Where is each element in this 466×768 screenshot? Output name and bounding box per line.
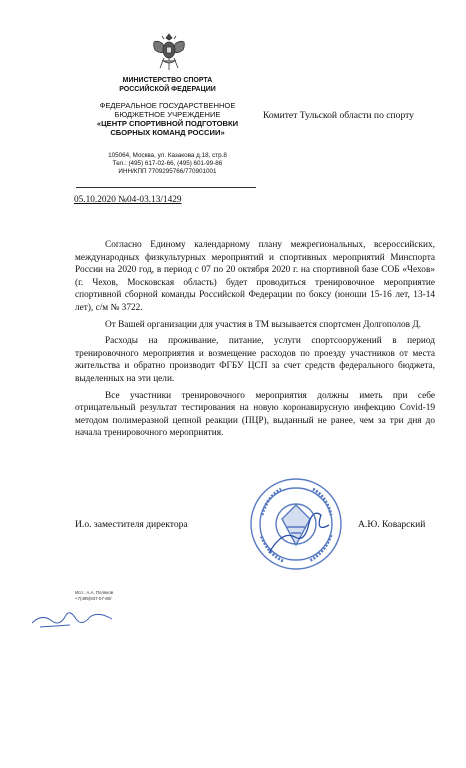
org-line: СБОРНЫХ КОМАНД РОССИИ» <box>110 128 225 137</box>
ministry-line: МИНИСТЕРСТВО СПОРТА <box>122 77 213 84</box>
organization-name <box>80 101 255 137</box>
header-divider <box>76 187 256 188</box>
signatory-name: А.Ю. Коварский <box>358 519 426 530</box>
signatory-position: И.о. заместителя директора <box>75 519 188 530</box>
phone-line: Тел.: (495) 617-02-66, (495) 601-99-86 <box>112 159 223 167</box>
paragraph: Расходы на проживание, питание, услуги спортсооружений в период тренировочного мероприятия и возмещение расходов по проезду участников от места жительства и обратно производит ФГБУ ЦСП за счет средств федерального бюджета, выделенных на эти цели. <box>75 336 435 384</box>
handwritten-mark-icon <box>30 605 115 633</box>
document-reference: 05.10.2020 №04-03.13/1429 <box>74 195 182 205</box>
executor-phone: +7(495)937-07-80/ <box>75 596 112 601</box>
executor-info <box>75 590 113 602</box>
executor-name: Исп.: А.А. Поляков <box>75 590 114 595</box>
tax-id-line: ИНН/КПП 7709295766/770901001 <box>118 167 217 175</box>
org-line: БЮДЖЕТНОЕ УЧРЕЖДЕНИЕ <box>114 110 221 119</box>
paragraph: Согласно Единому календарному плану межрегиональных, всероссийских, международных физкультурных мероприятий и спортивных мероприятий Минспорта России на 2020 год, в период с 07 по 20 октября 2020 г. на спортивной базе СОБ «Чехов» (г. Чехов, Московская область) будет проводиться тренировочное мероприятие спортивной сборной команды Российской Федерации по боксу (юноши 15-16 лет, 13-14 лет), с/м № 3722. <box>75 240 435 313</box>
organization-address <box>80 152 255 175</box>
ministry-line: РОССИЙСКОЙ ФЕДЕРАЦИИ <box>119 85 216 93</box>
org-line: «ЦЕНТР СПОРТИВНОЙ ПОДГОТОВКИ <box>96 119 239 128</box>
address-line: 105064, Москва, ул. Казакова д.18, стр.8 <box>108 152 227 159</box>
recipient: Комитет Тульской области по спорту <box>263 110 414 121</box>
coat-of-arms-icon <box>150 30 188 74</box>
ministry-title <box>80 77 255 94</box>
org-line: ФЕДЕРАЛЬНОЕ ГОСУДАРСТВЕННОЕ <box>99 101 236 110</box>
paragraph: От Вашей организации для участия в ТМ вызывается спортсмен Долгополов Д. <box>105 319 422 330</box>
letter-body <box>75 239 435 444</box>
paragraph: Все участники тренировочного мероприятия должны иметь при себе отрицательный результат тестирования на новую коронавирусную инфекцию Covid-19 методом полимеразной цепной реакции (ПЦР), выданный не ранее, чем за три дня до начала тренировочного мероприятия. <box>75 390 435 439</box>
official-stamp-icon <box>247 475 345 573</box>
